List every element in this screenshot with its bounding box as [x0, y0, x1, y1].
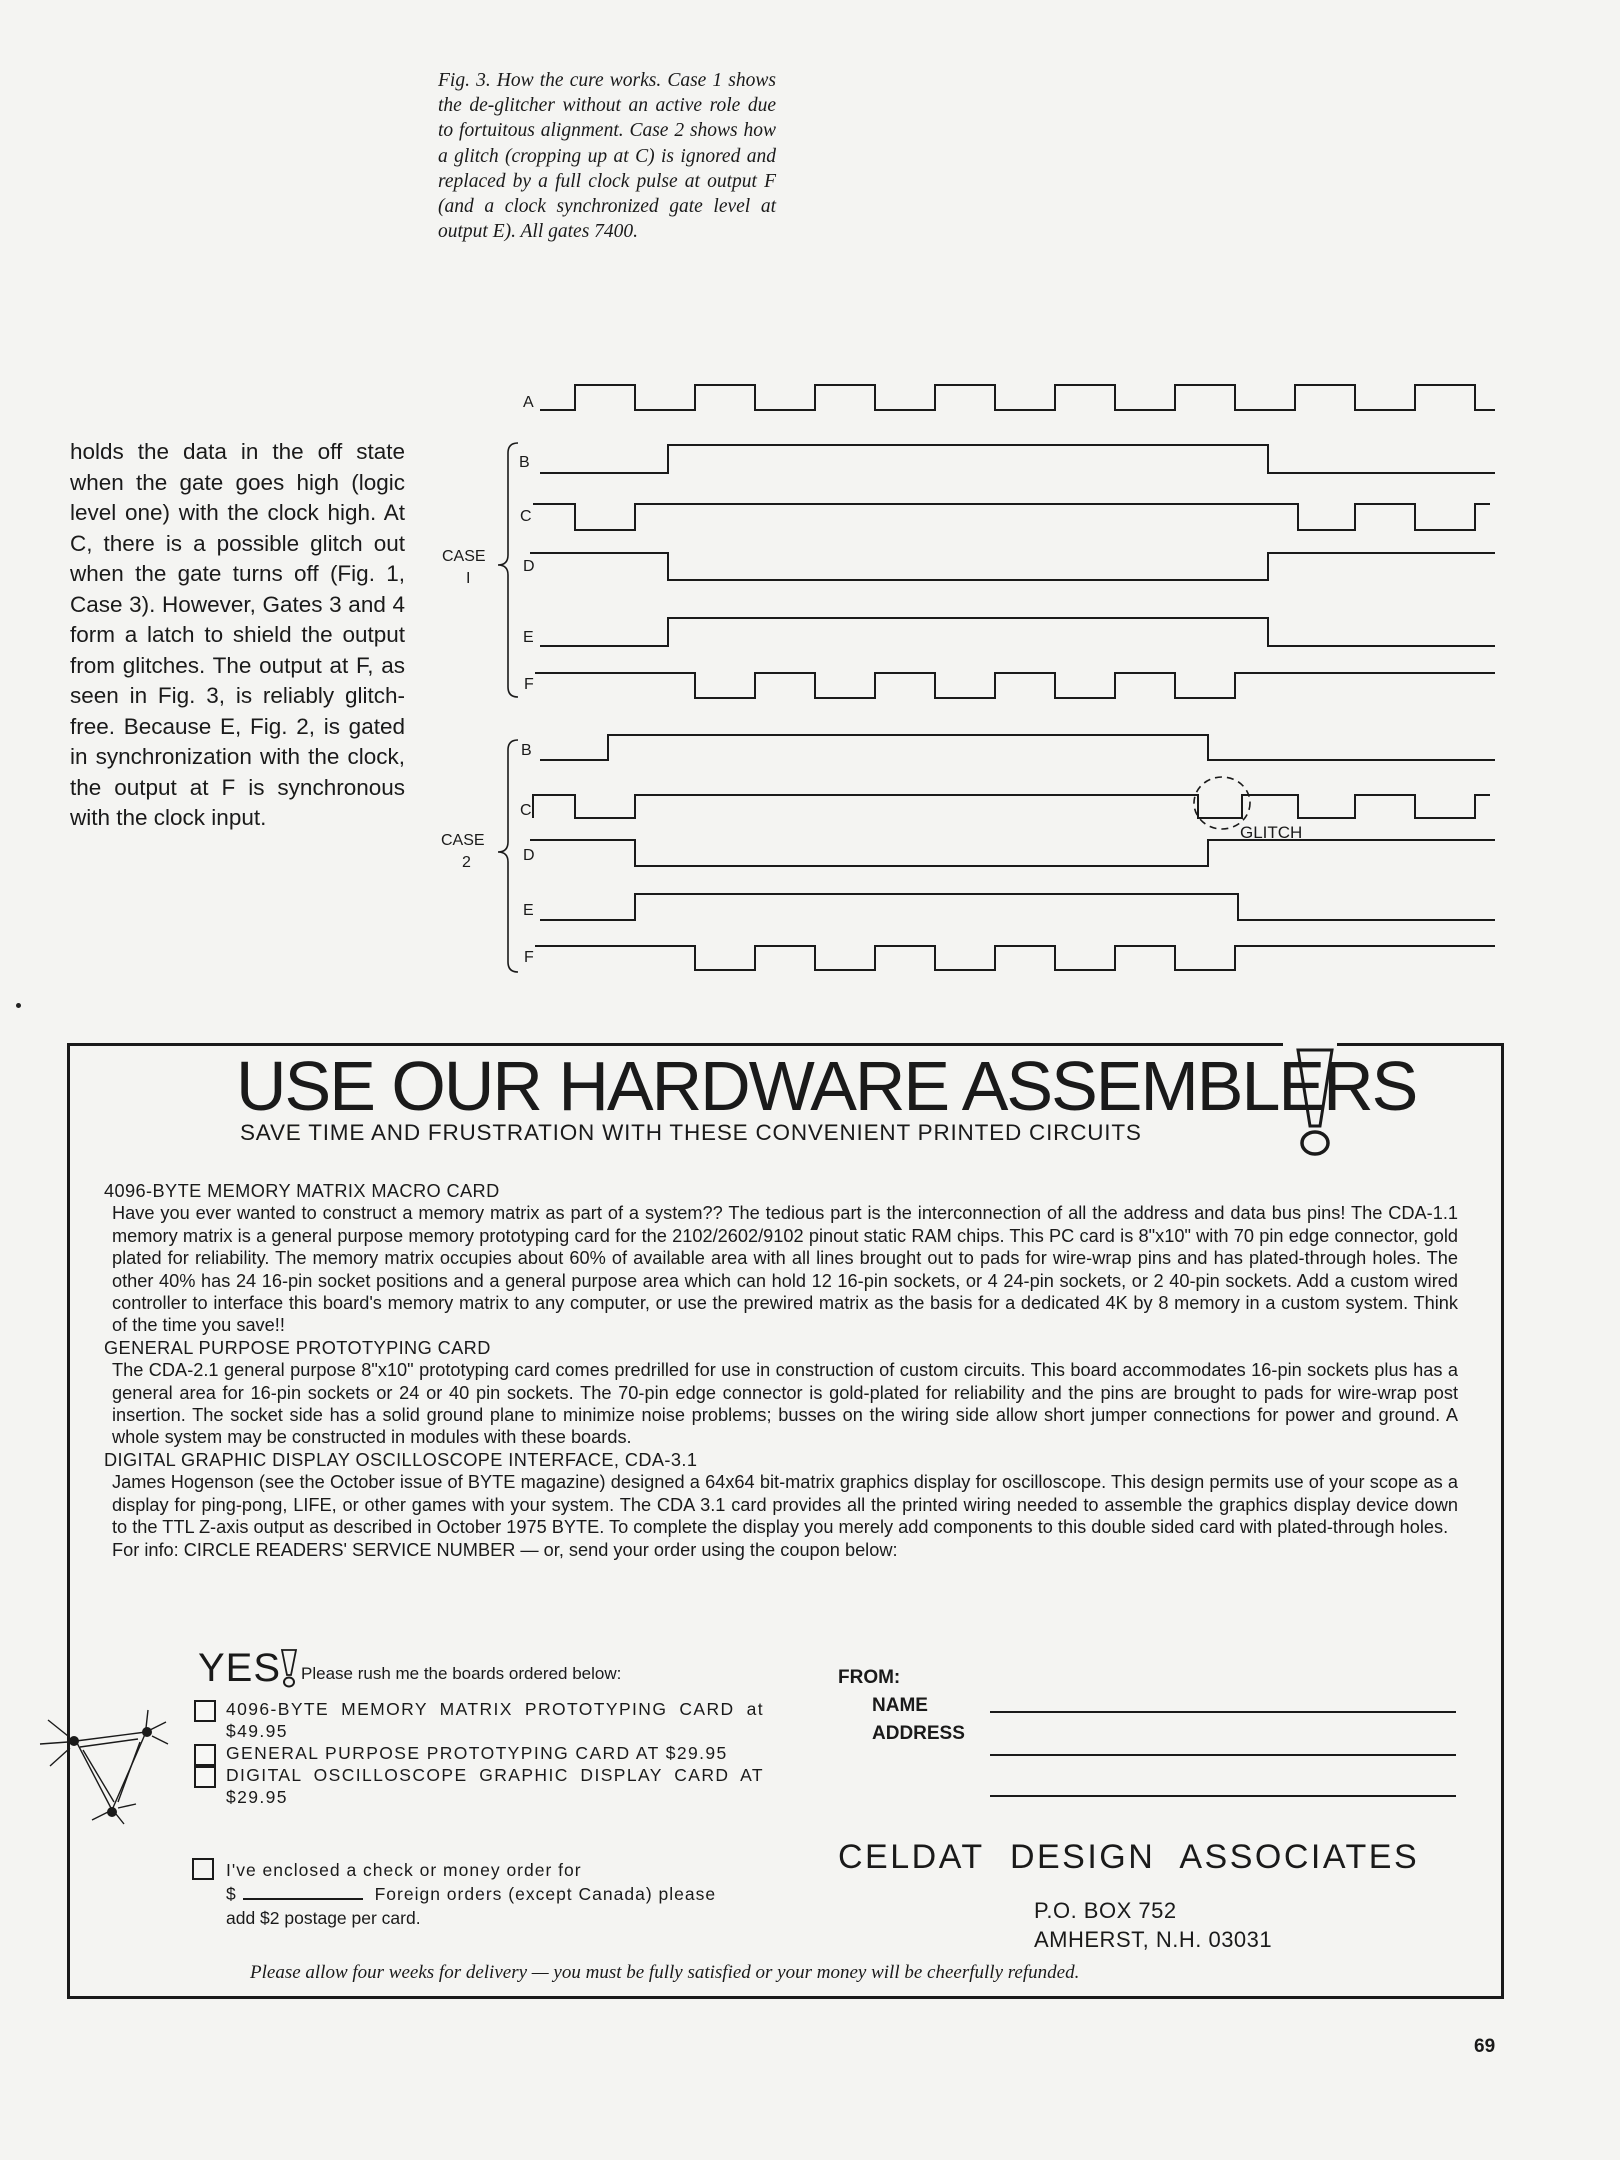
ad-headline: USE OUR HARDWARE ASSEMBLERS	[236, 1047, 1417, 1125]
case1-label-top: CASE	[442, 548, 486, 565]
signal-label-c-case1: C	[520, 508, 532, 525]
waveform-f-case2	[535, 946, 1495, 970]
order-label-memory: 4096-BYTE MEMORY MATRIX PROTOTYPING CARD at $49.95	[226, 1699, 764, 1741]
waveform-b-case1	[540, 445, 1495, 473]
section-title-oscilloscope: DIGITAL GRAPHIC DISPLAY OSCILLOSCOPE INTERFACE, CDA-3.1	[104, 1449, 698, 1470]
order-item-prototyping[interactable]	[192, 1742, 764, 1764]
waveform-c-case2	[533, 795, 1490, 818]
glitch-label: GLITCH	[1240, 823, 1303, 842]
name-label: NAME	[872, 1695, 928, 1716]
order-item-memory[interactable]	[192, 1698, 764, 1742]
case1-label-bottom: I	[466, 570, 471, 587]
order-item-oscilloscope[interactable]	[192, 1764, 764, 1808]
payment-text-3: add $2 postage per card.	[226, 1908, 421, 1928]
payment-dollar: $	[226, 1884, 237, 1904]
section-text-oscilloscope: James Hogenson (see the October issue of BYTE magazine) designed a 64x64 bit-matrix graphics display for oscilloscope. This design permits use of your scope as a display for ping-pong, LIFE, or other games with your system. The CDA 3.1 card provides all the printed wiring needed to assemble the graphics display device down to the TTL Z-axis output as described in October 1975 BYTE. To complete the display you merely add components to this double sided card with plated-through holes.	[112, 1472, 1458, 1538]
case1-brace	[498, 443, 518, 697]
waveform-f-case1	[535, 673, 1495, 698]
signal-label-d-case1: D	[523, 558, 535, 575]
ad-subheadline: SAVE TIME AND FRUSTRATION WITH THESE CONVENIENT PRINTED CIRCUITS	[240, 1120, 1142, 1145]
signal-label-b-case2: B	[521, 742, 532, 759]
payment-checkbox[interactable]	[192, 1858, 214, 1880]
case2-label-top: CASE	[441, 832, 485, 849]
ad-body	[104, 1180, 1458, 1561]
coupon-yes: YES	[198, 1646, 282, 1690]
info-line: For info: CIRCLE READERS' SERVICE NUMBER — or, send your order using the coupon below:	[112, 1539, 898, 1560]
signal-label-f-case1: F	[524, 676, 534, 693]
order-checkbox-prototyping[interactable]	[194, 1744, 216, 1766]
signal-label-e-case2: E	[523, 902, 534, 919]
waveform-e-case2	[540, 894, 1495, 920]
waveform-d-case1	[530, 553, 1495, 580]
from-block	[838, 1664, 965, 1748]
coupon-instructions: Please rush me the boards ordered below:	[301, 1664, 622, 1683]
page-number: 69	[1474, 2036, 1496, 2057]
signal-label-b-case1: B	[519, 454, 530, 471]
exclamation-icon	[1292, 1046, 1338, 1156]
article-text: holds the data in the off state when the gate goes high (logic level one) with the clock high. At C, there is a possible glitch out when the gate turns off (Fig. 1, Case 3). However, Gates 3 and 4 form a latch to shield the output from glitches. The output at F, as seen in Fig. 3, is reliably glitch-free. Because E, Fig. 2, is gated in synchronization with the clock, the output at F is synchronous with the clock input.	[70, 439, 405, 830]
order-label-oscilloscope: DIGITAL OSCILLOSCOPE GRAPHIC DISPLAY CARD AT $29.95	[226, 1765, 764, 1807]
signal-label-c-case2: C	[520, 802, 532, 819]
company-address	[1034, 1896, 1272, 1954]
order-checkbox-memory[interactable]	[194, 1700, 216, 1722]
order-checkbox-oscilloscope[interactable]	[194, 1766, 216, 1788]
section-title-memory: 4096-BYTE MEMORY MATRIX MACRO CARD	[104, 1181, 500, 1201]
signal-label-f-case2: F	[524, 949, 534, 966]
payment-text-2: Foreign orders (except Canada) please	[374, 1884, 717, 1904]
from-label: FROM:	[838, 1667, 901, 1688]
small-exclamation-icon	[279, 1648, 299, 1688]
section-text-memory: Have you ever wanted to construct a memory matrix as part of a system?? The tedious part is the interconnection of all the address and data bus pins! The CDA-1.1 memory matrix is a general purpose memory prototyping card for the 2102/2602/9102 pinout static RAM chips. This PC card is 8"x10" with 70 pin edge connector, gold plated for reliability. The memory matrix occupies about 60% of available area with all lines brought out to pads for wire-wrap pins and has plated-through holes. The other 40% has 24 16-pin socket positions and a general purpose area which can hold 12 16-pin sockets, or 4 24-pin sockets, or 2 40-pin sockets. Add a custom wired controller to interface this board's memory matrix to any computer, or use the prewired matrix as the basis for a dedicated 4K by 8 memory in a custom system. Think of the time you save!!	[112, 1203, 1458, 1336]
celdat-logo-icon	[28, 1692, 178, 1842]
case2-brace	[498, 740, 518, 972]
delivery-note: Please allow four weeks for delivery — you must be fully satisfied or your money will be cheerfully refunded.	[250, 1962, 1080, 1983]
company-name: CELDAT DESIGN ASSOCIATES	[838, 1838, 1420, 1876]
waveform-e-case1	[540, 618, 1495, 646]
name-field-line[interactable]	[990, 1711, 1456, 1713]
order-list	[192, 1698, 764, 1808]
waveform-c-case1	[533, 504, 1490, 530]
section-text-prototyping: The CDA-2.1 general purpose 8"x10" prototyping card comes predrilled for use in construction of custom circuits. This board accommodates 16-pin sockets plus has a general area for 16-pin sockets or 24 or 40 pin sockets. The 70-pin edge connector is gold-plated for reliability and the pins are brought to pads for wire-wrap post insertion. The socket side has a solid ground plane to minimize noise problems; busses on the wiring side allow short jumper connections for power and ground. A whole system may be constructed in modules with these boards.	[112, 1360, 1458, 1448]
address-field-line-2[interactable]	[990, 1795, 1456, 1797]
amount-blank[interactable]	[243, 1884, 363, 1900]
waveform-a	[540, 385, 1495, 410]
signal-label-d-case2: D	[523, 847, 535, 864]
address-field-line-1[interactable]	[990, 1754, 1456, 1756]
timing-diagram	[0, 0, 1620, 1000]
address-label: ADDRESS	[872, 1723, 965, 1744]
signal-label-e-case1: E	[523, 629, 534, 646]
waveform-d-case2	[530, 840, 1495, 866]
address-line-2: AMHERST, N.H. 03031	[1034, 1927, 1273, 1952]
waveform-b-case2	[540, 735, 1495, 760]
signal-label-a: A	[523, 394, 534, 411]
section-title-prototyping: GENERAL PURPOSE PROTOTYPING CARD	[104, 1337, 491, 1358]
payment-text-1: I've enclosed a check or money order for	[226, 1860, 582, 1880]
address-line-1: P.O. BOX 752	[1034, 1898, 1177, 1923]
case2-label-bottom: 2	[462, 854, 471, 871]
order-label-prototyping: GENERAL PURPOSE PROTOTYPING CARD AT $29.95	[226, 1743, 728, 1763]
payment-block	[192, 1858, 764, 1930]
stray-dot	[16, 1003, 21, 1008]
figure-caption: Fig. 3. How the cure works. Case 1 shows the de-glitcher without an active role due to fortuitous alignment. Case 2 shows how a glitch (cropping up at C) is ignored and replaced by a full clock pulse at output F (and a clock synchronized gate level at output E). All gates 7400.	[438, 70, 776, 243]
